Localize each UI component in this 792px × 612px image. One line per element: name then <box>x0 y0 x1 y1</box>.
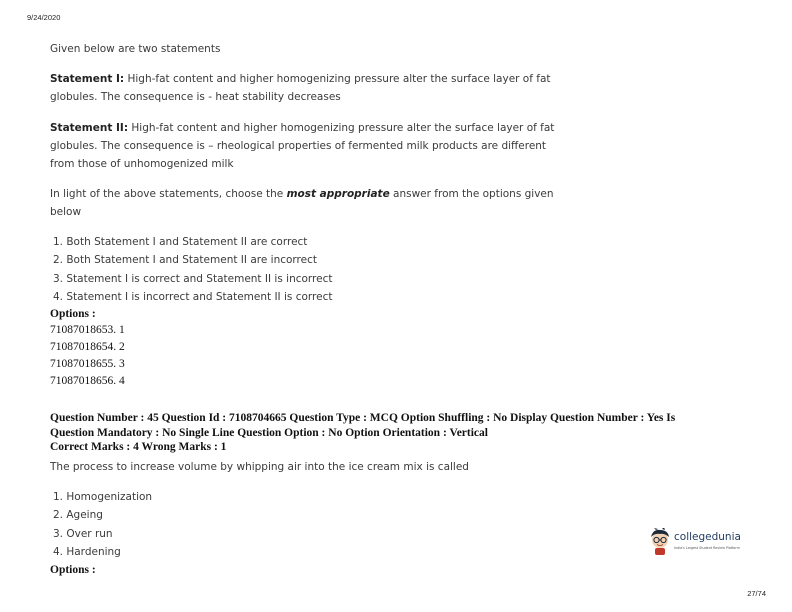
page-number: 27/74 <box>747 589 766 598</box>
instruction <box>50 185 610 221</box>
list-item: 4. Hardening <box>53 545 121 558</box>
list-item: 3. Over run <box>53 527 113 540</box>
option-id: 71087018655. 3 <box>50 358 125 370</box>
instruction-emphasis: most appropriate <box>286 188 390 200</box>
question-1-option-ids <box>50 322 125 390</box>
question-2-meta-line-2: Question Mandatory : No Single Line Question Option : No Option Orientation : Vertical <box>50 426 488 439</box>
question-2-choices <box>53 488 152 561</box>
statement-1-label: Statement I: <box>50 73 125 85</box>
intro-text: Given below are two statements <box>50 43 221 55</box>
print-date: 9/24/2020 <box>27 13 61 22</box>
question-2-text: The process to increase volume by whipping air into the ice cream mix is called <box>50 461 469 473</box>
question-2-options-label: Options : <box>50 564 96 576</box>
statement-1-line-1: High-fat content and higher homogenizing pressure alter the surface layer of fat <box>124 73 551 85</box>
instruction-line-2: below <box>50 206 82 218</box>
logo-name: collegedunia <box>674 531 741 543</box>
option-id: 71087018656. 4 <box>50 375 125 387</box>
question-1-options-label: Options : <box>50 308 96 320</box>
statement-1-line-2: globules. The consequence is - heat stability decreases <box>50 91 341 103</box>
list-item: 4. Statement I is incorrect and Statement II is correct <box>53 290 333 303</box>
statement-2-line-2: globules. The consequence is – rheological properties of fermented milk products are different <box>50 140 547 152</box>
statement-2 <box>50 119 610 173</box>
statement-1 <box>50 70 610 106</box>
option-id: 71087018653. 1 <box>50 324 125 336</box>
collegedunia-logo <box>646 528 746 558</box>
list-item: 2. Both Statement I and Statement II are incorrect <box>53 254 317 267</box>
instruction-post: answer from the options given <box>389 188 554 200</box>
list-item: 1. Both Statement I and Statement II are correct <box>53 236 308 248</box>
list-item: 3. Statement I is correct and Statement II is incorrect <box>53 272 333 285</box>
option-id: 71087018654. 2 <box>50 341 125 353</box>
question-2-meta <box>50 411 770 455</box>
list-item: 1. Homogenization <box>53 491 153 503</box>
list-item: 2. Ageing <box>53 509 103 522</box>
logo-tagline: India's Largest Student Review Platform <box>674 546 740 550</box>
question-1-choices <box>53 233 333 306</box>
question-2-marks: Correct Marks : 4 Wrong Marks : 1 <box>50 441 227 453</box>
instruction-pre: In light of the above statements, choose the <box>50 188 287 200</box>
statement-2-line-1: High-fat content and higher homogenizing pressure alter the surface layer of fat <box>128 122 555 134</box>
mascot-icon <box>648 528 672 556</box>
statement-2-label: Statement II: <box>50 122 129 134</box>
question-2-meta-line-1: Question Number : 45 Question Id : 7108704665 Question Type : MCQ Option Shuffling : No Display Question Number : Yes Is <box>50 412 676 424</box>
statement-2-line-3: from those of unhomogenized milk <box>50 158 234 170</box>
